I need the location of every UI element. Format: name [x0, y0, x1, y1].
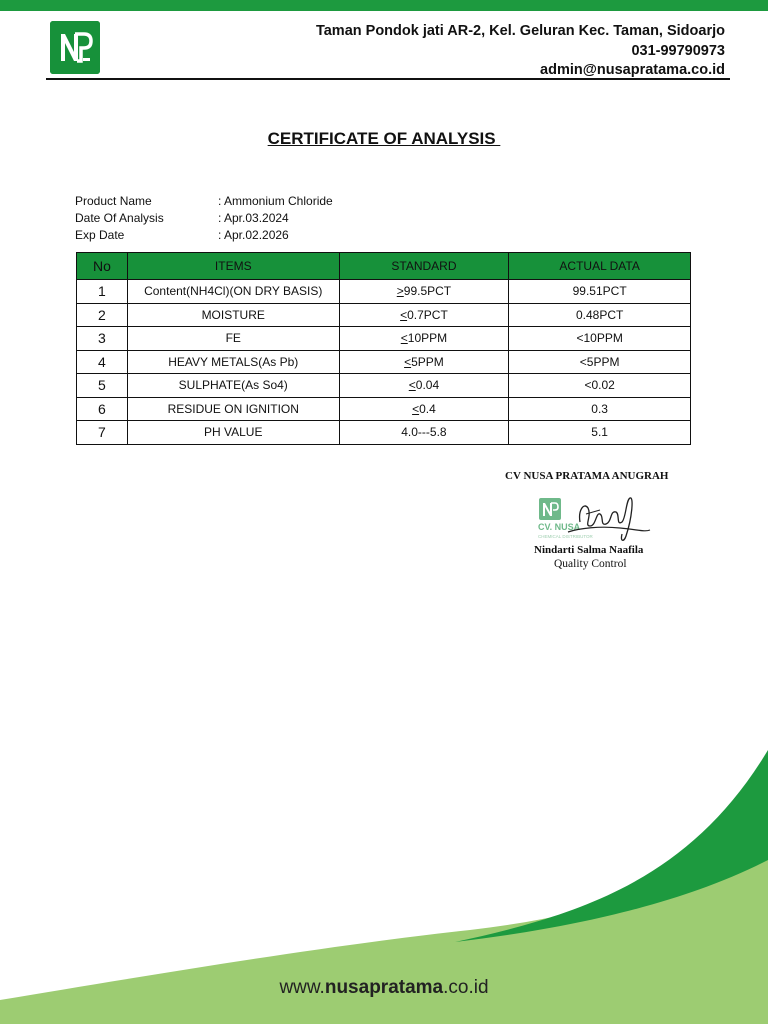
cell-item: SULPHATE(As So4): [127, 374, 339, 398]
standard-symbol: <: [400, 331, 408, 346]
stamp-subtext: CHEMICAL DISTRIBUTOR: [538, 534, 593, 539]
cell-no: 1: [77, 280, 128, 304]
info-label: Date Of Analysis: [75, 211, 164, 225]
standard-symbol: <: [408, 378, 416, 393]
standard-symbol: <: [404, 354, 412, 369]
cell-no: 3: [77, 327, 128, 351]
cell-actual: <5PPM: [509, 350, 691, 374]
document-title-text: CERTIFICATE OF ANALYSIS: [267, 129, 501, 148]
cell-no: 4: [77, 350, 128, 374]
standard-symbol: <: [400, 307, 408, 322]
signer-name: Nindarti Salma Naafila: [534, 544, 644, 556]
header-actual-data: ACTUAL DATA: [509, 253, 691, 280]
company-phone: 031-99790973: [631, 42, 725, 59]
cell-item: RESIDUE ON IGNITION: [127, 397, 339, 421]
cell-item: FE: [127, 327, 339, 351]
header-standard: STANDARD: [339, 253, 509, 280]
cell-no: 5: [77, 374, 128, 398]
cell-actual: 0.48PCT: [509, 303, 691, 327]
info-value: : Apr.03.2024: [218, 211, 289, 225]
standard-value: 10PPM: [407, 331, 448, 346]
cell-item: PH VALUE: [127, 421, 339, 445]
company-address: Taman Pondok jati AR-2, Kel. Geluran Kec. Taman, Sidoarjo: [315, 23, 725, 39]
info-value: : Ammonium Chloride: [218, 194, 333, 208]
cell-item: MOISTURE: [127, 303, 339, 327]
cell-item: Content(NH4Cl)(ON DRY BASIS): [127, 280, 339, 304]
footer-website[interactable]: [0, 977, 768, 999]
standard-value: 0.7PCT: [407, 307, 448, 322]
standard-value: 0.4: [419, 401, 436, 416]
cell-no: 2: [77, 303, 128, 327]
cell-no: 7: [77, 421, 128, 445]
website-domain: nusapratama: [324, 977, 444, 998]
info-value: : Apr.02.2026: [218, 228, 289, 242]
standard-value: 0.04: [415, 378, 440, 393]
signing-company: CV NUSA PRATAMA ANUGRAH: [505, 470, 669, 482]
company-email: admin@nusapratama.co.id: [540, 62, 725, 78]
standard-symbol: <: [412, 401, 420, 416]
standard-value: 99.5PCT: [403, 284, 452, 299]
signer-role: Quality Control: [554, 558, 627, 570]
info-label: Product Name: [75, 194, 152, 208]
cell-actual: <10PPM: [509, 327, 691, 351]
cell-no: 6: [77, 397, 128, 421]
info-label: Exp Date: [75, 228, 125, 242]
website-suffix: .co.id: [443, 977, 489, 998]
standard-value: 5PPM: [411, 354, 444, 369]
stamp-name: CV. NUSA: [538, 522, 581, 532]
header-items: ITEMS: [127, 253, 339, 280]
cell-actual: 0.3: [509, 397, 691, 421]
cell-actual: 99.51PCT: [509, 280, 691, 304]
standard-value: 4.0---5.8: [401, 425, 447, 440]
website-prefix: www.: [279, 977, 325, 998]
standard-symbol: >: [396, 284, 404, 299]
cell-actual: 5.1: [509, 421, 691, 445]
cell-actual: <0.02: [509, 374, 691, 398]
header-no: No: [77, 253, 128, 280]
cell-item: HEAVY METALS(As Pb): [127, 350, 339, 374]
